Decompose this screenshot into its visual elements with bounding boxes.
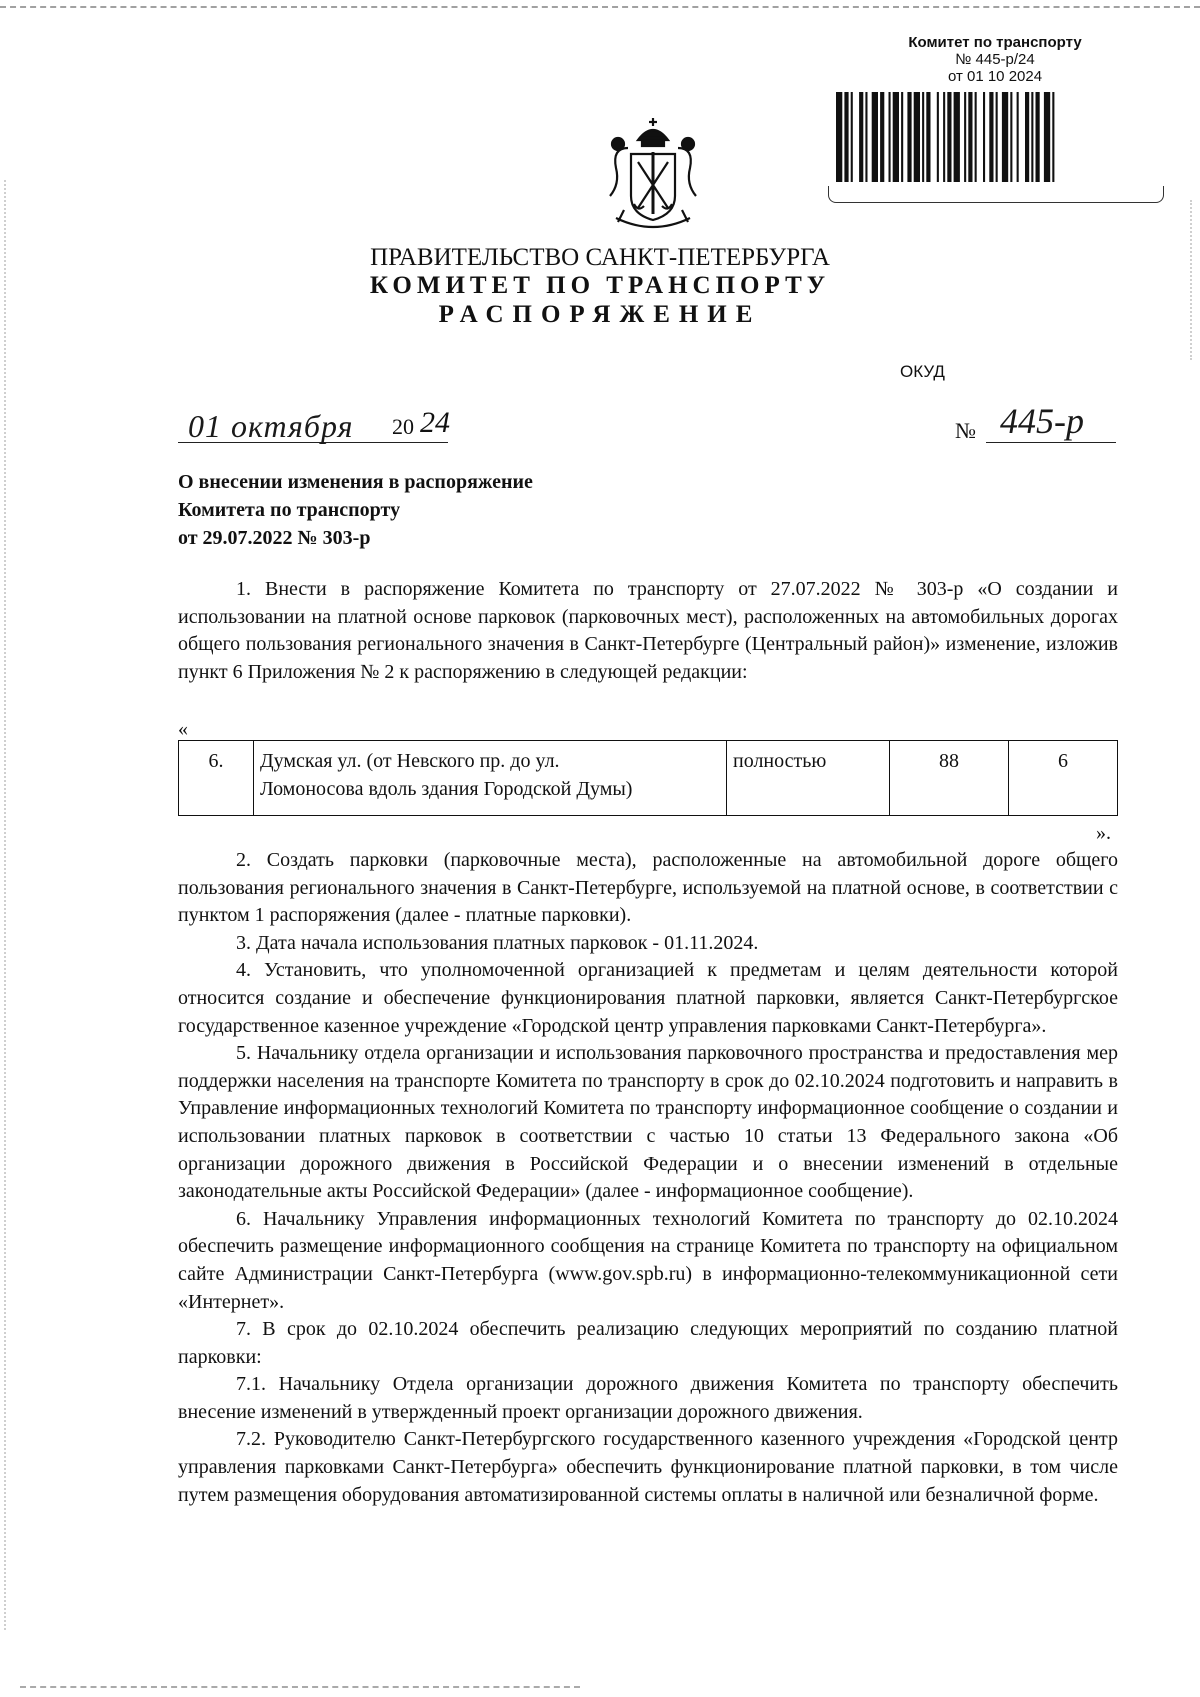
subject-line: О внесении изменения в распоряжение xyxy=(178,471,533,493)
scan-artifact-left xyxy=(4,180,10,1630)
barcode-bar xyxy=(859,92,863,182)
okud-label: ОКУД xyxy=(900,362,945,381)
stamp-date: от 01 10 2024 xyxy=(947,68,1043,85)
street-line: Думская ул. (от Невского пр. до ул. xyxy=(260,750,560,772)
barcode-bar xyxy=(983,92,985,182)
barcode-bar xyxy=(922,92,924,182)
paragraph: 3. Дата начала использования платных парковок - 01.11.2024. xyxy=(236,931,759,954)
barcode-bar xyxy=(880,92,884,182)
barcode-bar xyxy=(851,92,853,182)
paragraph: 2. Создать парковки (парковочные места), расположенные на автомобильной дороге общего пользования регионального значения в Санкт-Петербурге, используемой на платной основе, в соответствии с пунктом 1 распоряжения (далее - платные парковки). xyxy=(178,849,1118,927)
barcode-bar xyxy=(893,92,899,182)
barcode-bar xyxy=(926,92,930,182)
government-title: ПРАВИТЕЛЬСТВО САНКТ-ПЕТЕРБУРГА xyxy=(370,244,830,271)
barcode-bar xyxy=(865,92,867,182)
cell-number: 6. xyxy=(179,741,254,816)
document-subject xyxy=(178,468,533,552)
barcode-bar xyxy=(1017,92,1019,182)
barcode-bar xyxy=(889,92,891,182)
barcode-bar xyxy=(1031,92,1033,182)
registration-stamp xyxy=(830,34,1160,85)
paragraph: 7.1. Начальнику Отдела организации дорожного движения Комитета по транспорту обеспечить внесение изменений в утвержденный проект организации дорожного движения. xyxy=(178,1373,1118,1423)
barcode-bar xyxy=(1002,92,1008,182)
paragraph: 6. Начальнику Управления информационных технологий Комитета по транспорту до 02.10.2024 обеспечить размещение информационного сообщения на странице Комитета по транспорту на официальном сайте Администрации Санкт-Петербурга (www.gov.spb.ru) в информационно-телекоммуникационной сети «Интернет». xyxy=(178,1207,1118,1313)
barcode-bar xyxy=(836,92,842,182)
barcode-bar xyxy=(996,92,998,182)
stamp-org: Комитет по транспорту xyxy=(908,34,1082,51)
barcode-bar xyxy=(872,92,878,182)
quote-close: ». xyxy=(1096,822,1111,844)
barcode-bar xyxy=(968,92,972,182)
stamp-number: № 445-р/24 xyxy=(955,51,1035,68)
barcode-bar xyxy=(914,92,920,182)
street-line: Ломоносова вдоль здания Городской Думы) xyxy=(260,778,633,800)
committee-title: КОМИТЕТ ПО ТРАНСПОРТУ xyxy=(369,272,831,299)
subject-line: Комитета по транспорту xyxy=(178,499,401,521)
table-row xyxy=(179,741,1118,816)
document-type: РАСПОРЯЖЕНИЕ xyxy=(438,301,762,328)
scan-artifact-top xyxy=(0,6,1200,12)
document-body xyxy=(178,847,1118,1509)
barcode-bar xyxy=(1044,92,1050,182)
paragraph: 7. В срок до 02.10.2024 обеспечить реализацию следующих мероприятий по созданию платной парковки: xyxy=(178,1318,1118,1368)
paragraph-1-block xyxy=(178,576,1118,686)
barcode-bar xyxy=(947,92,951,182)
barcode-bar xyxy=(901,92,903,182)
barcode-bar xyxy=(943,92,945,182)
date-handwritten: 01 октября xyxy=(188,408,354,444)
cell-places: 88 xyxy=(890,741,1009,816)
number-handwritten: 445-р xyxy=(1000,401,1084,441)
barcode-bar xyxy=(964,92,966,182)
date-year-prefix: 20 xyxy=(392,414,414,439)
amendment-table xyxy=(178,740,1118,816)
paragraph: 7.2. Руководителю Санкт-Петербургского государственного казенного учреждения «Городской центр управления парковками Санкт-Петербурга» обеспечить функционирование платной парковки, в том числе путем размещения оборудования автоматизированной системы оплаты в наличной или безналичной форме. xyxy=(178,1428,1118,1506)
scan-artifact-bottom xyxy=(20,1686,580,1690)
paragraph-1: 1. Внести в распоряжение Комитета по транспорту от 27.07.2022 № 303-р «О создании и использовании на платной основе парковок (парковочных мест), расположенных на автомобильных дорогах общего пользования регионального значения в Санкт-Петербурге (Центральный район)» изменение, изложив пункт 6 Приложения № 2 к распоряжению в следующей редакции: xyxy=(178,578,1118,683)
barcode-bar xyxy=(1025,92,1029,182)
subject-line: от 29.07.2022 № 303-р xyxy=(178,527,371,549)
barcode-bar xyxy=(1036,92,1040,182)
number-sign: № xyxy=(955,418,976,443)
barcode-bar xyxy=(1052,92,1054,182)
barcode-bar xyxy=(844,92,848,182)
cell-street xyxy=(254,741,727,816)
cell-col5: 6 xyxy=(1009,741,1118,816)
spb-coat-of-arms-icon xyxy=(598,118,708,232)
barcode-icon xyxy=(836,92,1158,182)
barcode-bar xyxy=(907,92,911,182)
barcode-bar xyxy=(937,92,939,182)
barcode-bar xyxy=(1010,92,1012,182)
cell-extent: полностью xyxy=(727,741,890,816)
barcode-underline xyxy=(828,186,1164,203)
barcode-bar xyxy=(989,92,993,182)
barcode-bar xyxy=(975,92,977,182)
paragraph: 4. Установить, что уполномоченной организацией к предметам и целям деятельности которой относится создание и обеспечение функционирования платной парковки, является Санкт-Петербургское государственное казенное учреждение «Городской центр управления парковками Санкт-Петербурга». xyxy=(178,959,1118,1037)
quote-open: « xyxy=(178,718,188,740)
barcode-bar xyxy=(954,92,960,182)
date-year-handwritten: 24 xyxy=(420,406,450,439)
paragraph: 5. Начальнику отдела организации и использования парковочного пространства и предоставления мер поддержки населения на транспорте Комитета по транспорту в срок до 02.10.2024 подготовить и направить в Управление информационных технологий Комитета по транспорту информационное сообщение о создании и использовании платных парковок в соответствии с частью 10 статьи 13 Федерального закона «Об организации дорожного движения в Российской Федерации и о внесении изменений в отдельные законодательные акты Российской Федерации» (далее - информационное сообщение). xyxy=(178,1042,1118,1203)
